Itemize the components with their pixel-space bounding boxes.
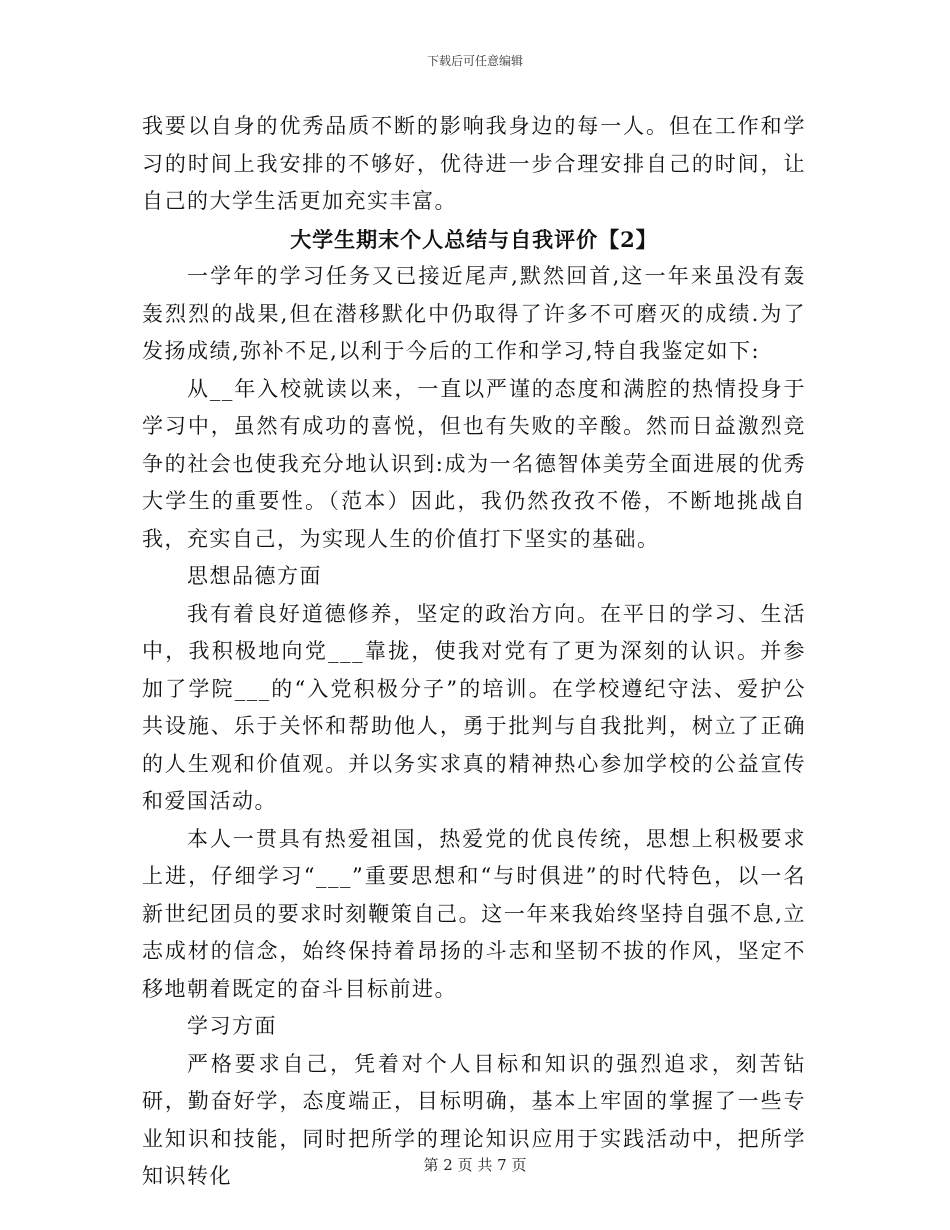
paragraph-intro: 一学年的学习任务又已接近尾声,默然回首,这一年来虽没有轰轰烈烈的战果,但在潜移默化中仍取得了许多不可磨灭的成绩.为了发扬成绩,弥补不足,以利于今后的工作和学习,特自我鉴定如下: (142, 264, 806, 363)
paragraph-continued: 我要以自身的优秀品质不断的影响我身边的每一人。但在工作和学习的时间上我安排的不够好，优待进一步合理安排自己的时间，让自己的大学生活更加充实丰富。 (142, 114, 806, 213)
paragraph-enrollment: 从__年入校就读以来，一直以严谨的态度和满腔的热情投身于学习中，虽然有成功的喜悦，但也有失败的辛酸。然而日益激烈竞争的社会也使我充分地认识到:成为一名德智体美劳全面进展的优秀大学生的重要性。（范本）因此，我仍然孜孜不倦，不断地挑战自我，充实自己，为实现人生的价值打下坚实的基础。 (142, 376, 806, 551)
page-header-note: 下载后可任意编辑 (426, 54, 523, 68)
subheading-ideology: 思想品德方面 (187, 564, 322, 588)
section-title: 大学生期末个人总结与自我评价【2】 (290, 226, 658, 252)
subheading-study: 学习方面 (187, 1014, 277, 1038)
document-body (142, 108, 806, 1196)
page-number: 第 2 页 共 7 页 (423, 1156, 527, 1174)
paragraph-ideology-2: 本人一贯具有热爱祖国，热爱党的优良传统，思想上积极要求上进，仔细学习“___”重要思想和“与时俱进”的时代特色，以一名新世纪团员的要求时刻鞭策自己。这一年来我始终坚持自强不息,立志成材的信念，始终保持着昂扬的斗志和坚韧不拔的作风，坚定不移地朝着既定的奋斗目标前进。 (142, 826, 806, 1001)
paragraph-study: 严格要求自己，凭着对个人目标和知识的强烈追求，刻苦钻研，勤奋好学，态度端正，目标明确，基本上牢固的掌握了一些专业知识和技能，同时把所学的理论知识应用于实践活动中，把所学知识转化 (142, 1051, 806, 1188)
paragraph-ideology-1: 我有着良好道德修养，坚定的政治方向。在平日的学习、生活中，我积极地向党___靠拢，使我对党有了更为深刻的认识。并参加了学院___的“入党积极分子”的培训。在学校遵纪守法、爱护公共设施、乐于关怀和帮助他人，勇于批判与自我批判，树立了正确的人生观和价值观。并以务实求真的精神热心参加学校的公益宣传和爱国活动。 (142, 601, 806, 813)
